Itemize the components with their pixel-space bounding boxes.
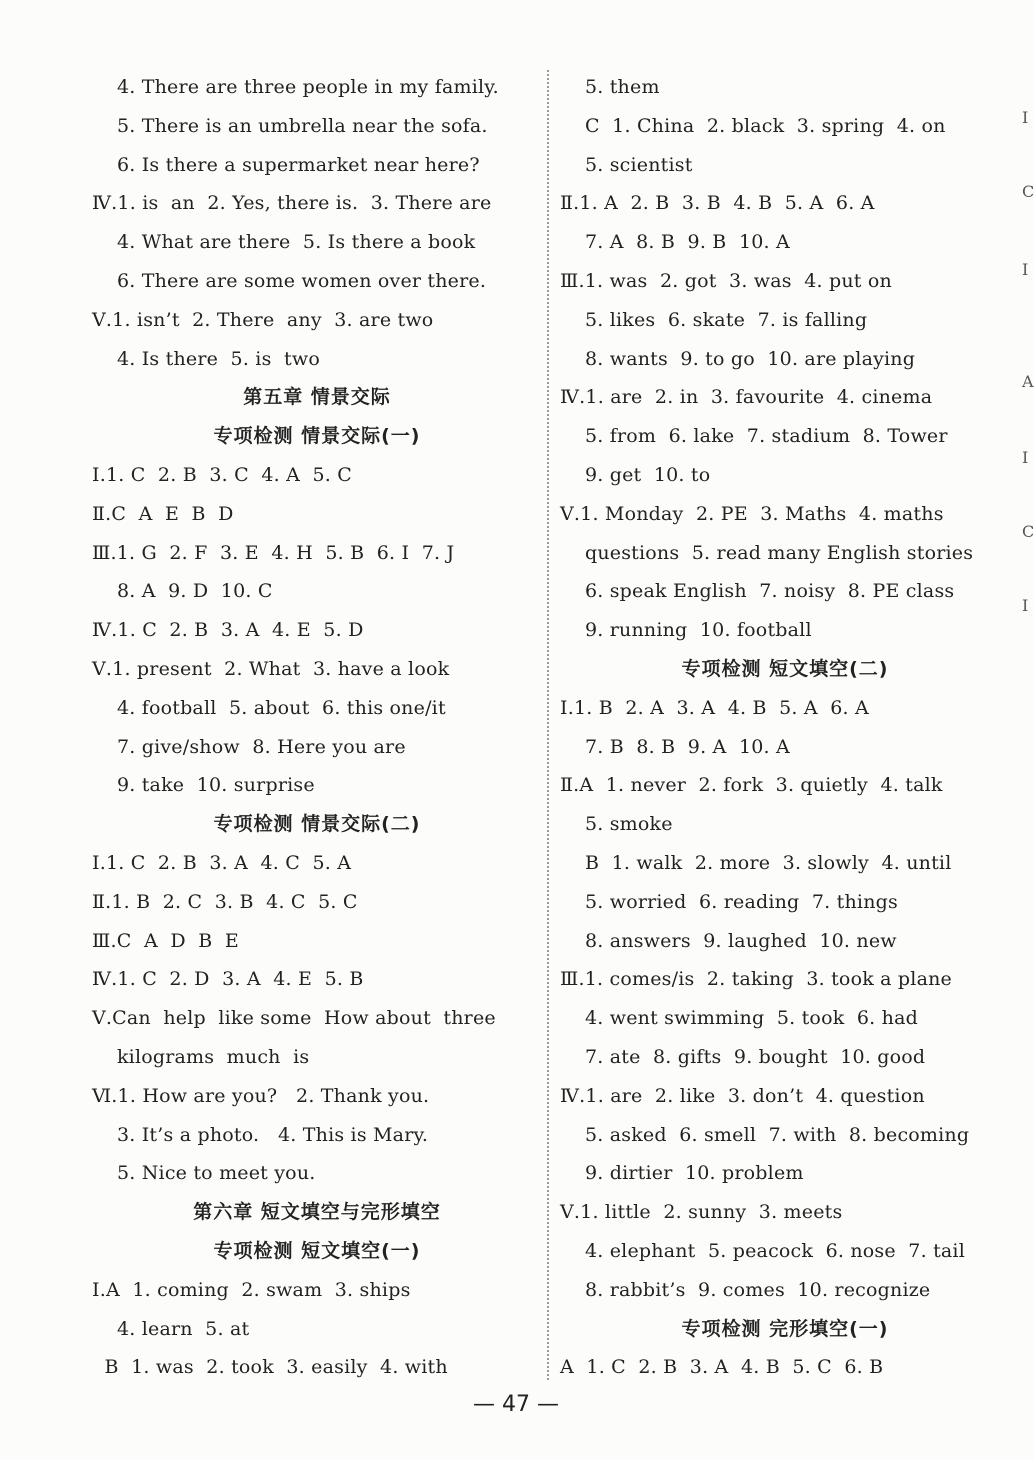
- answer-line: Ⅰ.1. C 2. B 3. C 4. A 5. C: [92, 463, 352, 486]
- answer-line: 5. There is an umbrella near the sofa.: [92, 114, 488, 137]
- answer-line: Ⅰ.1. C 2. B 3. A 4. C 5. A: [92, 851, 352, 874]
- page-number: — 47 —: [473, 1392, 559, 1417]
- answer-line: Ⅳ.1. is an 2. Yes, there is. 3. There are: [92, 192, 492, 215]
- answer-line: Ⅲ.C A D B E: [92, 929, 240, 952]
- answer-line: 9. get 10. to: [560, 463, 711, 486]
- answer-line: Ⅴ.1. present 2. What 3. have a look: [92, 657, 450, 680]
- answer-line: 5. worried 6. reading 7. things: [560, 890, 898, 913]
- answer-line: 9. running 10. football: [560, 619, 812, 642]
- answer-line: 4. learn 5. at: [92, 1317, 250, 1340]
- section-heading: 专项检测 短文填空(二): [681, 657, 889, 680]
- answer-line: 9. dirtier 10. problem: [560, 1162, 804, 1185]
- answer-line: C 1. China 2. black 3. spring 4. on: [560, 114, 946, 137]
- answer-line: 8. wants 9. to go 10. are playing: [560, 347, 916, 370]
- answer-line: Ⅳ.1. are 2. like 3. don’t 4. question: [560, 1084, 925, 1107]
- answer-line: 5. scientist: [560, 153, 693, 176]
- answer-line: Ⅴ.Can help like some How about three: [92, 1007, 496, 1030]
- answer-line: Ⅱ.1. A 2. B 3. B 4. B 5. A 6. A: [560, 192, 875, 215]
- left-column: [92, 68, 542, 1387]
- answer-line: 4. Is there 5. is two: [92, 347, 320, 370]
- answer-line: 4. What are there 5. Is there a book: [92, 231, 476, 254]
- answer-line: 5. from 6. lake 7. stadium 8. Tower: [560, 425, 948, 448]
- answer-line: Ⅳ.1. are 2. in 3. favourite 4. cinema: [560, 386, 933, 409]
- answer-line: 5. them: [560, 76, 660, 98]
- answer-line: 5. smoke: [560, 813, 673, 836]
- answer-line: Ⅴ.1. Monday 2. PE 3. Maths 4. maths: [560, 502, 944, 525]
- section-heading: 专项检测 短文填空(一): [213, 1239, 421, 1262]
- answer-line: 4. There are three people in my family.: [92, 76, 499, 98]
- edge-letter: A: [1022, 372, 1034, 391]
- section-heading: 专项检测 情景交际(一): [213, 425, 421, 448]
- answer-line: 3. It’s a photo. 4. This is Mary.: [92, 1123, 429, 1146]
- section-heading: 第五章 情景交际: [243, 386, 391, 409]
- answer-line: Ⅲ.1. was 2. got 3. was 4. put on: [560, 269, 892, 292]
- answer-line: 9. take 10. surprise: [92, 774, 315, 797]
- answer-line: 5. likes 6. skate 7. is falling: [560, 308, 868, 331]
- answer-line: Ⅵ.1. How are you? 2. Thank you.: [92, 1084, 430, 1107]
- answer-line: 8. A 9. D 10. C: [92, 580, 273, 603]
- answer-line: 6. Is there a supermarket near here?: [92, 153, 480, 176]
- answer-line: Ⅴ.1. little 2. sunny 3. meets: [560, 1201, 843, 1224]
- answer-line: 7. A 8. B 9. B 10. A: [560, 231, 790, 254]
- answer-line: Ⅲ.1. comes/is 2. taking 3. took a plane: [560, 968, 952, 991]
- answer-line: 8. rabbit’s 9. comes 10. recognize: [560, 1278, 931, 1301]
- right-column: [560, 68, 1010, 1387]
- answer-line: A 1. C 2. B 3. A 4. B 5. C 6. B: [560, 1356, 884, 1379]
- answer-line: 6. There are some women over there.: [92, 269, 487, 292]
- answer-line: kilograms much is: [92, 1045, 310, 1068]
- answer-line: 4. elephant 5. peacock 6. nose 7. tail: [560, 1239, 965, 1262]
- answer-line: 4. went swimming 5. took 6. had: [560, 1007, 918, 1030]
- answer-line: 4. football 5. about 6. this one/it: [92, 696, 446, 719]
- answer-line: 8. answers 9. laughed 10. new: [560, 929, 897, 952]
- answer-line: B 1. walk 2. more 3. slowly 4. until: [560, 851, 952, 874]
- answer-line: 5. Nice to meet you.: [92, 1162, 316, 1185]
- answer-line: Ⅱ.A 1. never 2. fork 3. quietly 4. talk: [560, 774, 943, 797]
- answer-line: 7. give/show 8. Here you are: [92, 735, 406, 758]
- column-divider: [547, 70, 549, 1380]
- answer-line: Ⅰ.1. B 2. A 3. A 4. B 5. A 6. A: [560, 696, 869, 719]
- edge-letter: I: [1022, 448, 1029, 467]
- edge-letter: I: [1022, 260, 1029, 279]
- section-heading: 第六章 短文填空与完形填空: [193, 1201, 441, 1224]
- answer-line: B 1. was 2. took 3. easily 4. with: [92, 1356, 448, 1379]
- answer-line: Ⅲ.1. G 2. F 3. E 4. H 5. B 6. I 7. J: [92, 541, 455, 564]
- answer-line: 6. speak English 7. noisy 8. PE class: [560, 580, 955, 603]
- edge-letter: C: [1022, 182, 1034, 201]
- answer-line: 7. ate 8. gifts 9. bought 10. good: [560, 1045, 926, 1068]
- edge-letter: I: [1022, 108, 1029, 127]
- answer-line: Ⅳ.1. C 2. D 3. A 4. E 5. B: [92, 968, 364, 991]
- answer-line: 7. B 8. B 9. A 10. A: [560, 735, 790, 758]
- answer-line: Ⅱ.1. B 2. C 3. B 4. C 5. C: [92, 890, 358, 913]
- answer-line: questions 5. read many English stories: [560, 541, 974, 564]
- answer-line: 5. asked 6. smell 7. with 8. becoming: [560, 1123, 970, 1146]
- answer-line: Ⅳ.1. C 2. B 3. A 4. E 5. D: [92, 619, 364, 642]
- answer-line: Ⅰ.A 1. coming 2. swam 3. ships: [92, 1278, 411, 1301]
- answer-line: Ⅱ.C A E B D: [92, 502, 234, 525]
- section-heading: 专项检测 完形填空(一): [681, 1317, 889, 1340]
- edge-letter: I: [1022, 596, 1029, 615]
- edge-letter: C: [1022, 522, 1034, 541]
- section-heading: 专项检测 情景交际(二): [213, 813, 421, 836]
- answer-line: Ⅴ.1. isn’t 2. There any 3. are two: [92, 308, 434, 331]
